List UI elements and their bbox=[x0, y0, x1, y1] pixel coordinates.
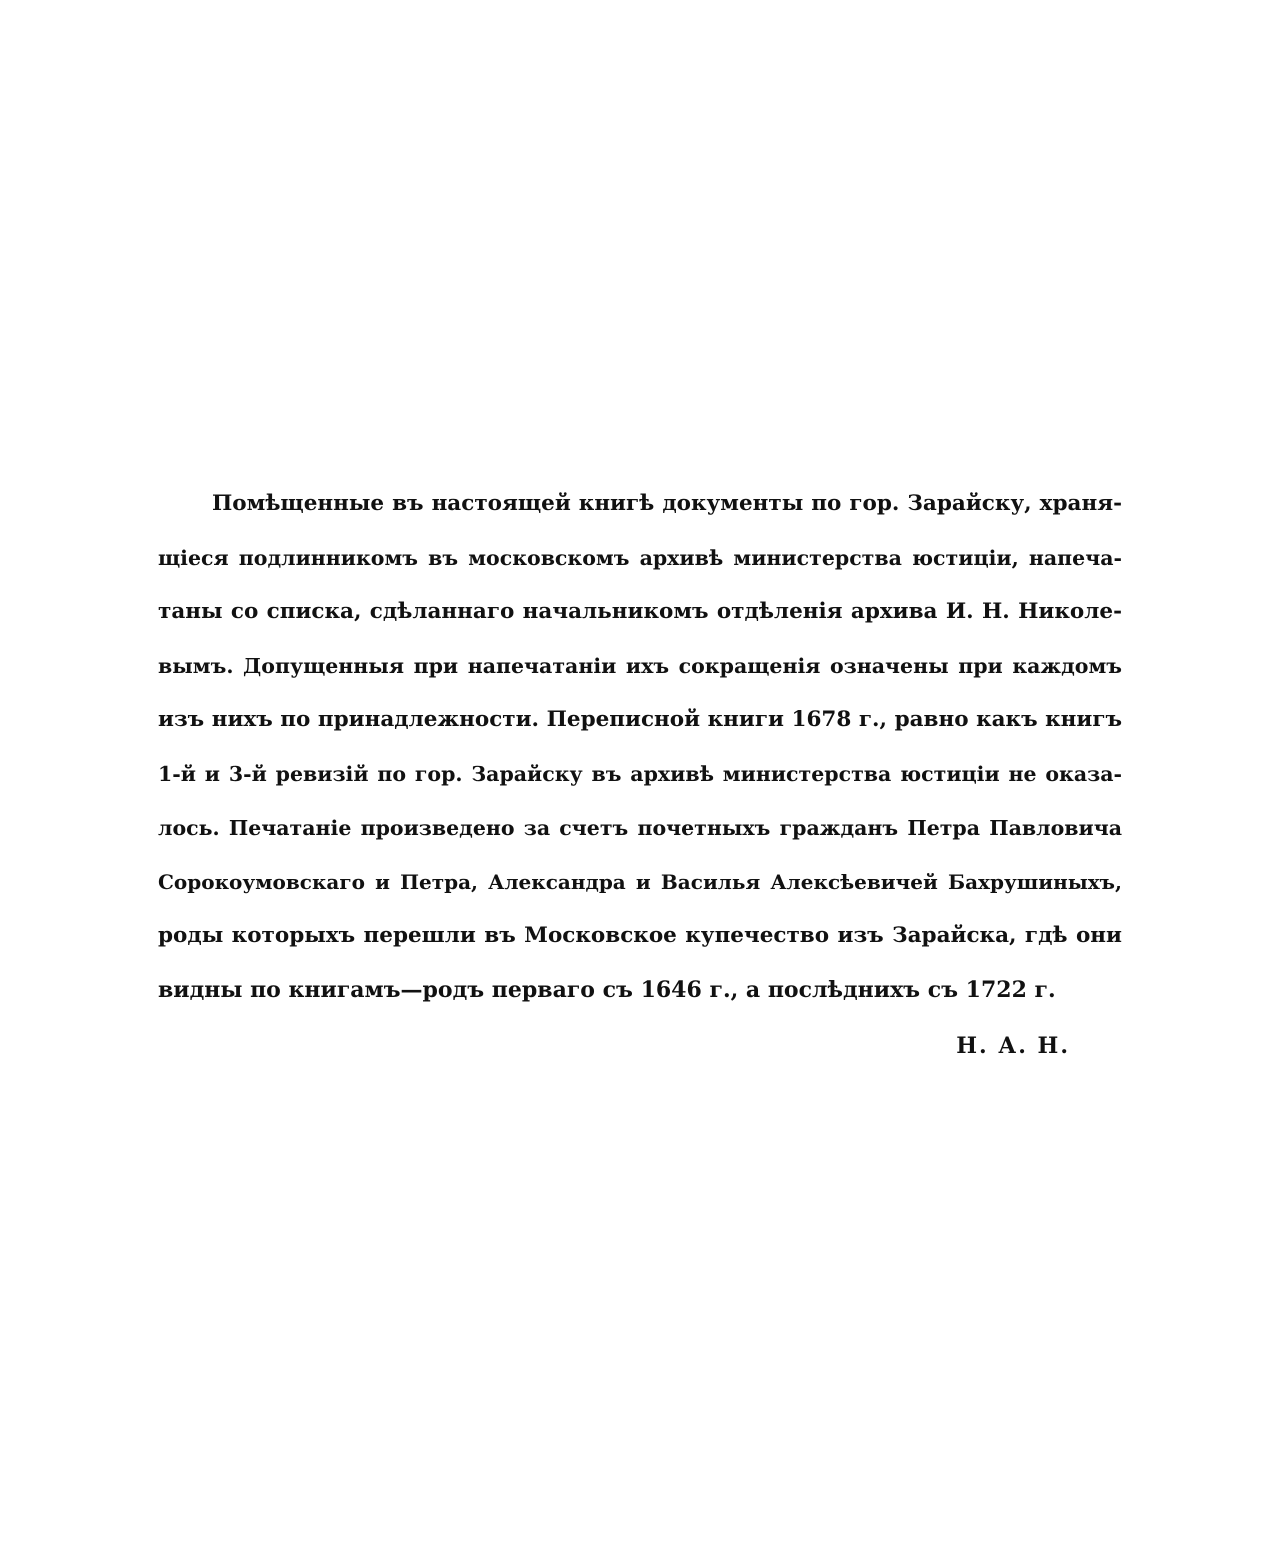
paragraph-line-9: роды которыхъ перешли въ Московское купечество изъ Зарайска, гдѣ они bbox=[158, 923, 1122, 948]
paragraph-line-3: таны со списка, сдѣланнаго начальникомъ отдѣленія архива И. Н. Николе- bbox=[158, 599, 1122, 624]
paragraph-line-5: изъ нихъ по принадлежности. Переписной книги 1678 г., равно какъ книгъ bbox=[158, 707, 1122, 732]
paragraph-line-6: 1-й и 3-й ревизій по гор. Зарайску въ архивѣ министерства юстиціи не оказа- bbox=[158, 762, 1122, 786]
paragraph-line-4: вымъ. Допущенныя при напечатаніи ихъ сокращенія означены при каждомъ bbox=[158, 654, 1122, 678]
paragraph-line-2: щіеся подлинникомъ въ московскомъ архивѣ министерства юстиціи, напеча- bbox=[158, 546, 1122, 570]
author-initials: Н. А. Н. bbox=[956, 1033, 1070, 1059]
preface-paragraph bbox=[158, 484, 1122, 1024]
paragraph-line-1: Помѣщенные въ настоящей книгѣ документы по гор. Зарайску, храня- bbox=[212, 491, 1122, 516]
paragraph-line-7: лось. Печатаніе произведено за счетъ почетныхъ гражданъ Петра Павловича bbox=[158, 816, 1122, 840]
paragraph-line-10: видны по книгамъ—родъ перваго съ 1646 г., а послѣднихъ съ 1722 г. bbox=[158, 977, 1056, 1003]
paragraph-line-8: Сорокоумовскаго и Петра, Александра и Василья Алексѣевичей Бахрушиныхъ, bbox=[158, 870, 1122, 894]
